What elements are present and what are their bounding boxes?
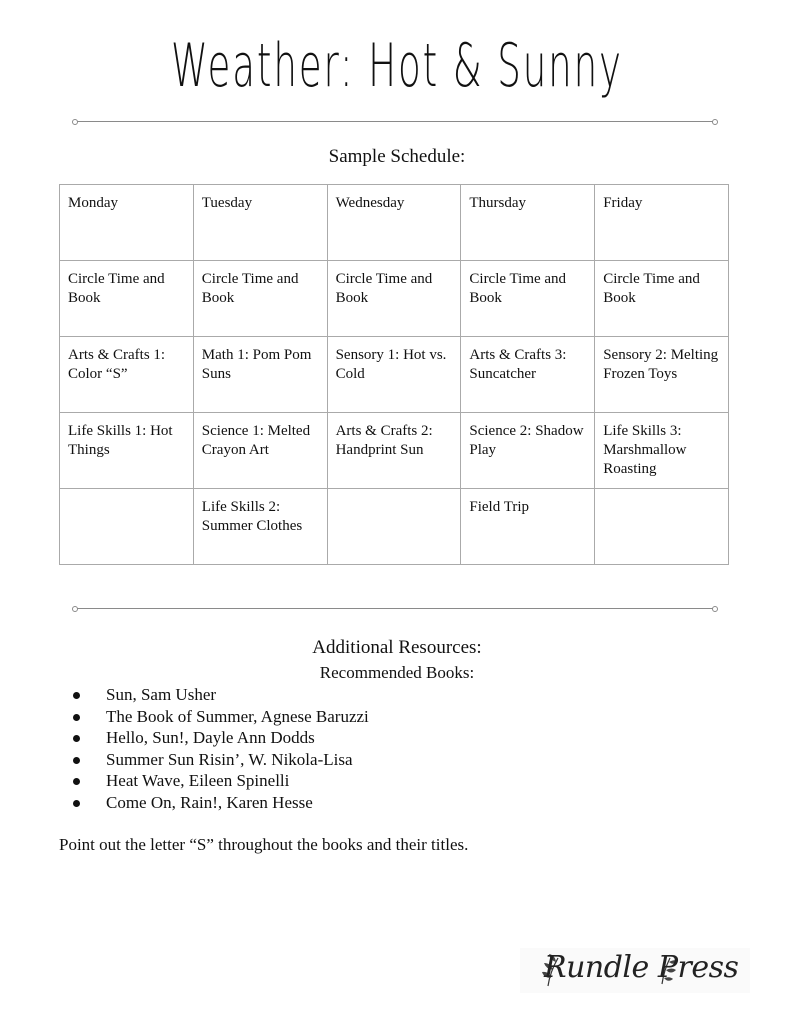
book-title: Summer Sun Risin’, W. Nikola-Lisa [106,749,353,769]
table-cell: Field Trip [461,489,595,565]
bullet-icon [73,714,80,721]
table-cell: Sensory 2: Melting Frozen Toys [595,337,729,413]
table-cell [595,489,729,565]
books-heading: Recommended Books: [319,663,475,682]
top-divider [75,121,715,122]
book-title: Heat Wave, Eileen Spinelli [106,771,290,791]
table-cell: Science 1: Melted Crayon Art [193,413,327,489]
table-cell: Circle Time and Book [461,261,595,337]
table-cell: Monday [60,185,194,261]
table-cell: Friday [595,185,729,261]
table-cell: Circle Time and Book [327,261,461,337]
book-title: Sun, Sam Usher [106,685,217,704]
table-cell: Life Skills 1: Hot Things [60,413,194,489]
resources-note: Point out the letter “S” throughout the books and their titles. [59,835,469,854]
list-item [70,684,369,706]
publisher-logo [520,948,750,993]
schedule-table [59,184,729,565]
list-item [70,792,369,814]
logo-text: Rundle Press [544,950,739,985]
book-title: Hello, Sun!, Dayle Ann Dodds [106,728,315,748]
table-cell: Arts & Crafts 1: Color “S” [60,337,194,413]
table-row [60,261,729,337]
table-cell: Life Skills 2: Summer Clothes [193,489,327,565]
table-cell: Wednesday [327,185,461,261]
list-item [70,749,369,771]
table-cell: Math 1: Pom Pom Suns [193,337,327,413]
resources-heading: Additional Resources: [312,637,482,658]
table-row [60,489,729,565]
list-item [70,706,369,728]
table-row [60,337,729,413]
table-cell [327,489,461,565]
table-cell: Tuesday [193,185,327,261]
table-cell: Circle Time and Book [595,261,729,337]
bullet-icon [73,757,80,764]
book-title: The Book of Summer, Agnese Baruzzi [106,706,369,726]
list-item [70,727,369,749]
table-row [60,185,729,261]
schedule-heading: Sample Schedule: [328,146,466,167]
bullet-icon [73,735,80,742]
bullet-icon [73,778,80,785]
table-cell: Thursday [461,185,595,261]
bullet-icon [73,692,80,699]
book-title: Come On, Rain!, Karen Hesse [106,792,313,812]
table-cell: Arts & Crafts 3: Suncatcher [461,337,595,413]
page-title: Weather: Hot & Sunny [171,31,623,101]
table-cell: Circle Time and Book [60,261,194,337]
table-cell: Arts & Crafts 2: Handprint Sun [327,413,461,489]
book-list [70,684,369,814]
table-row [60,413,729,489]
table-cell: Science 2: Shadow Play [461,413,595,489]
table-cell: Circle Time and Book [193,261,327,337]
table-cell [60,489,194,565]
middle-divider [75,608,715,609]
bullet-icon [73,800,80,807]
table-cell: Life Skills 3: Marshmallow Roasting [595,413,729,489]
list-item [70,770,369,792]
table-cell: Sensory 1: Hot vs. Cold [327,337,461,413]
